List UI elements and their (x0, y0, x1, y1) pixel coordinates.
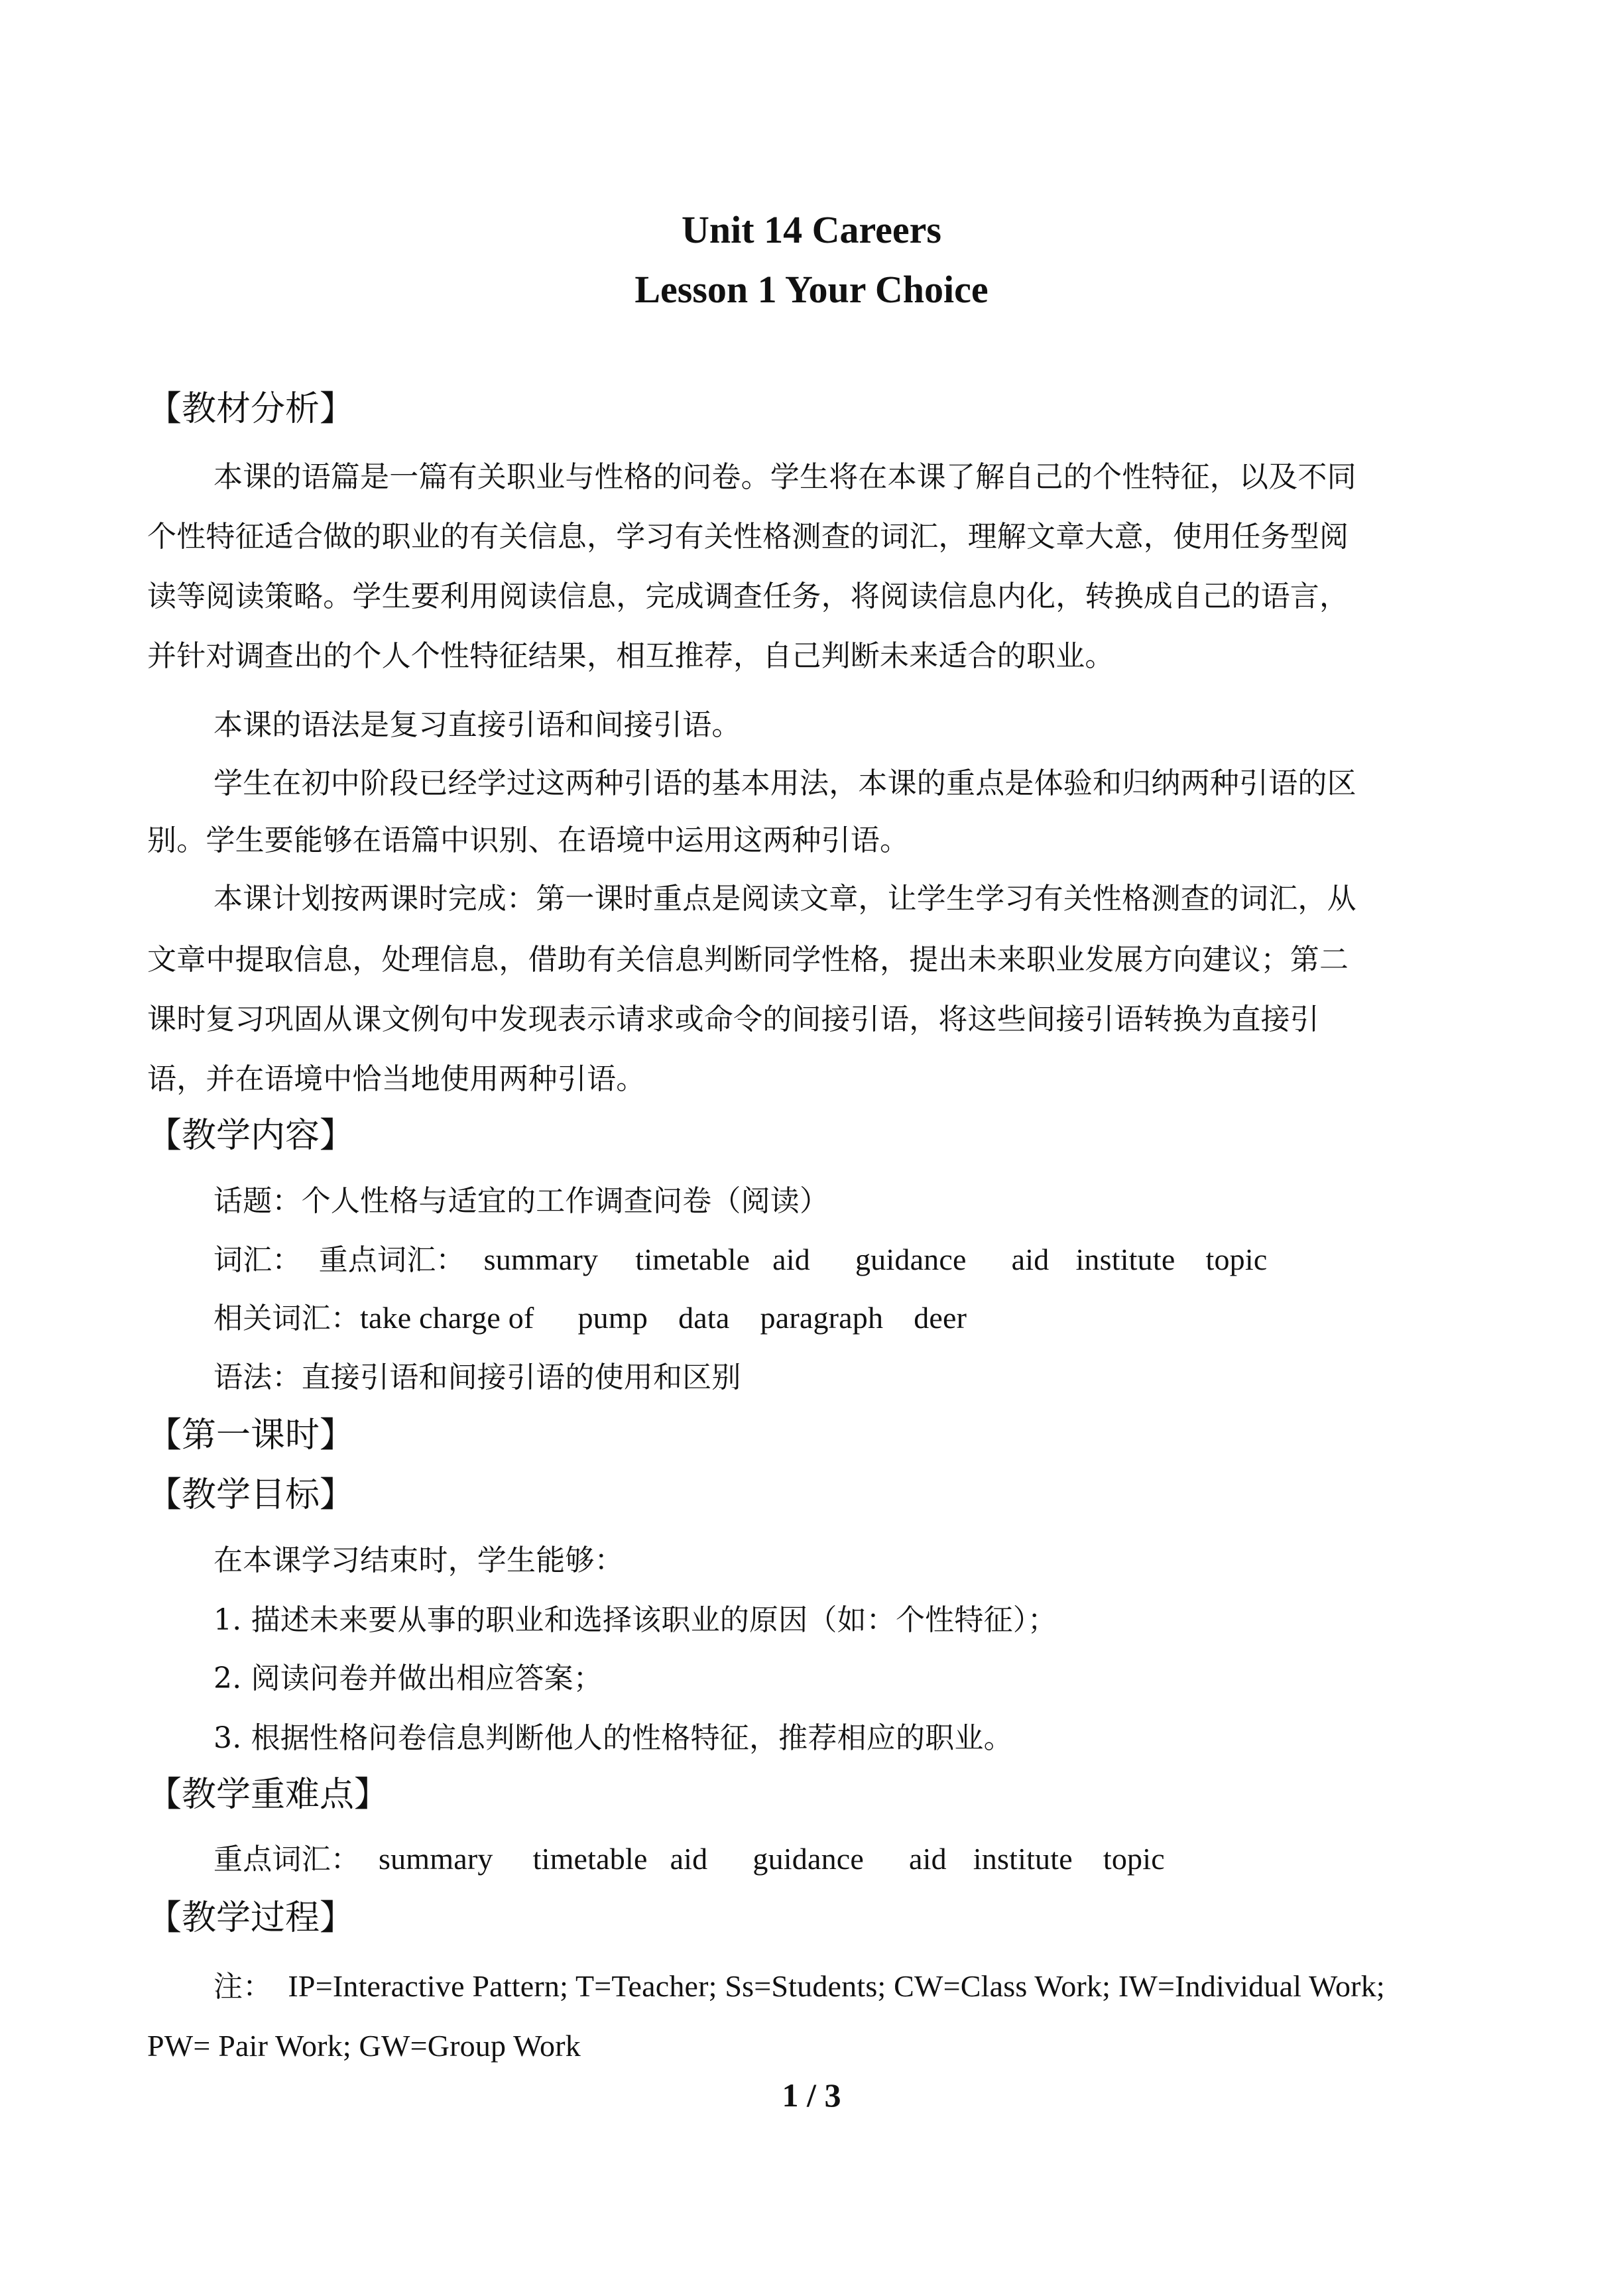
vocab-word: topic (1205, 1242, 1268, 1276)
section-heading-key-points: 【教学重难点】 (147, 1775, 389, 1815)
vocab-word: take charge of (360, 1301, 534, 1335)
topic-line (213, 1181, 829, 1221)
vocab-word: institute (973, 1842, 1073, 1876)
grammar-line (213, 1358, 741, 1398)
section-heading-process: 【教学过程】 (147, 1898, 355, 1938)
vocab-word: topic (1103, 1842, 1165, 1876)
vocab-word: data (678, 1301, 730, 1335)
vocab-word: pump (577, 1301, 648, 1335)
vocab-word: summary (379, 1842, 493, 1876)
paragraph-line: 语，并在语境中恰当地使用两种引语。 (147, 1062, 646, 1096)
paragraph-line: 读等阅读策略。学生要利用阅读信息，完成调查任务，将阅读信息内化，转换成自己的语言， (147, 579, 1349, 613)
paragraph-line: 课时复习巩固从课文例句中发现表示请求或命令的间接引语，将这些间接引语转换为直接引 (147, 1002, 1319, 1036)
vocab-word: timetable (635, 1242, 751, 1276)
objective-item: 1. 描述未来要从事的职业和选择该职业的原因（如：个性特征）； (213, 1603, 1057, 1637)
topic-text: 个人性格与适宜的工作调查问卷（阅读） (301, 1184, 829, 1218)
paragraph-line: 并针对调查出的个人个性特征结果，相互推荐，自己判断未来适合的职业。 (147, 639, 1114, 673)
objective-item: 2. 阅读问卷并做出相应答案； (213, 1662, 603, 1695)
paragraph-line: 别。学生要能够在语篇中识别、在语境中运用这两种引语。 (147, 823, 910, 857)
vocab-word: aid (772, 1242, 810, 1276)
key-points-label: 重点词汇： (213, 1843, 360, 1876)
note-line (213, 1966, 1385, 2007)
lesson-title: Lesson 1 Your Choice (634, 268, 989, 311)
related-vocab-label: 相关词汇： (213, 1301, 360, 1335)
vocab-word: paragraph (760, 1301, 884, 1335)
section-heading-teaching-content: 【教学内容】 (147, 1116, 355, 1156)
unit-title: Unit 14 Careers (682, 208, 941, 251)
vocab-word: summary (483, 1242, 599, 1276)
note-text: IP=Interactive Pattern; T=Teacher; Ss=Students; CW=Class Work; IW=Individual Work; (288, 1969, 1385, 2003)
vocab-label: 词汇： (213, 1243, 302, 1277)
paragraph-line: 学生在初中阶段已经学过这两种引语的基本用法，本课的重点是体验和归纳两种引语的区 (213, 766, 1356, 800)
paragraph-line: 本课计划按两课时完成：第一课时重点是阅读文章，让学生学习有关性格测查的词汇，从 (213, 882, 1356, 916)
grammar-label: 语法： (213, 1360, 302, 1394)
vocab-word: guidance (752, 1842, 865, 1876)
paragraph-line: 本课的语法是复习直接引语和间接引语。 (213, 708, 741, 742)
related-vocab-line (213, 1298, 967, 1339)
note-line-2: PW= Pair Work; GW=Group Work (147, 2029, 581, 2063)
objectives-intro: 在本课学习结束时，学生能够： (213, 1543, 624, 1577)
paragraph-line: 文章中提取信息，处理信息，借助有关信息判断同学性格，提出未来职业发展方向建议；第二 (147, 943, 1349, 977)
vocab-word: institute (1075, 1242, 1175, 1276)
vocab-word: aid (1011, 1242, 1050, 1276)
topic-label: 话题： (213, 1184, 302, 1218)
page-number: 1 / 3 (782, 2077, 841, 2114)
vocab-word: deer (914, 1301, 967, 1335)
paragraph-line: 本课的语篇是一篇有关职业与性格的问卷。学生将在本课了解自己的个性特征，以及不同 (213, 460, 1356, 494)
vocab-line (213, 1240, 1267, 1280)
vocab-word: timetable (532, 1842, 648, 1876)
grammar-text: 直接引语和间接引语的使用和区别 (301, 1360, 741, 1394)
paragraph-line: 个性特征适合做的职业的有关信息，学习有关性格测查的词汇，理解文章大意，使用任务型阅 (147, 520, 1349, 554)
section-heading-objectives: 【教学目标】 (147, 1475, 355, 1515)
section-heading-first-period: 【第一课时】 (147, 1416, 355, 1455)
section-heading-materials-analysis: 【教材分析】 (147, 389, 355, 429)
key-vocab-label: 重点词汇： (318, 1243, 465, 1277)
vocab-word: aid (909, 1842, 947, 1876)
vocab-word: guidance (855, 1242, 967, 1276)
key-points-line (213, 1839, 1165, 1880)
vocab-word: aid (670, 1842, 708, 1876)
note-label: 注： (213, 1970, 272, 2004)
objective-item: 3. 根据性格问卷信息判断他人的性格特征，推荐相应的职业。 (213, 1721, 1013, 1755)
